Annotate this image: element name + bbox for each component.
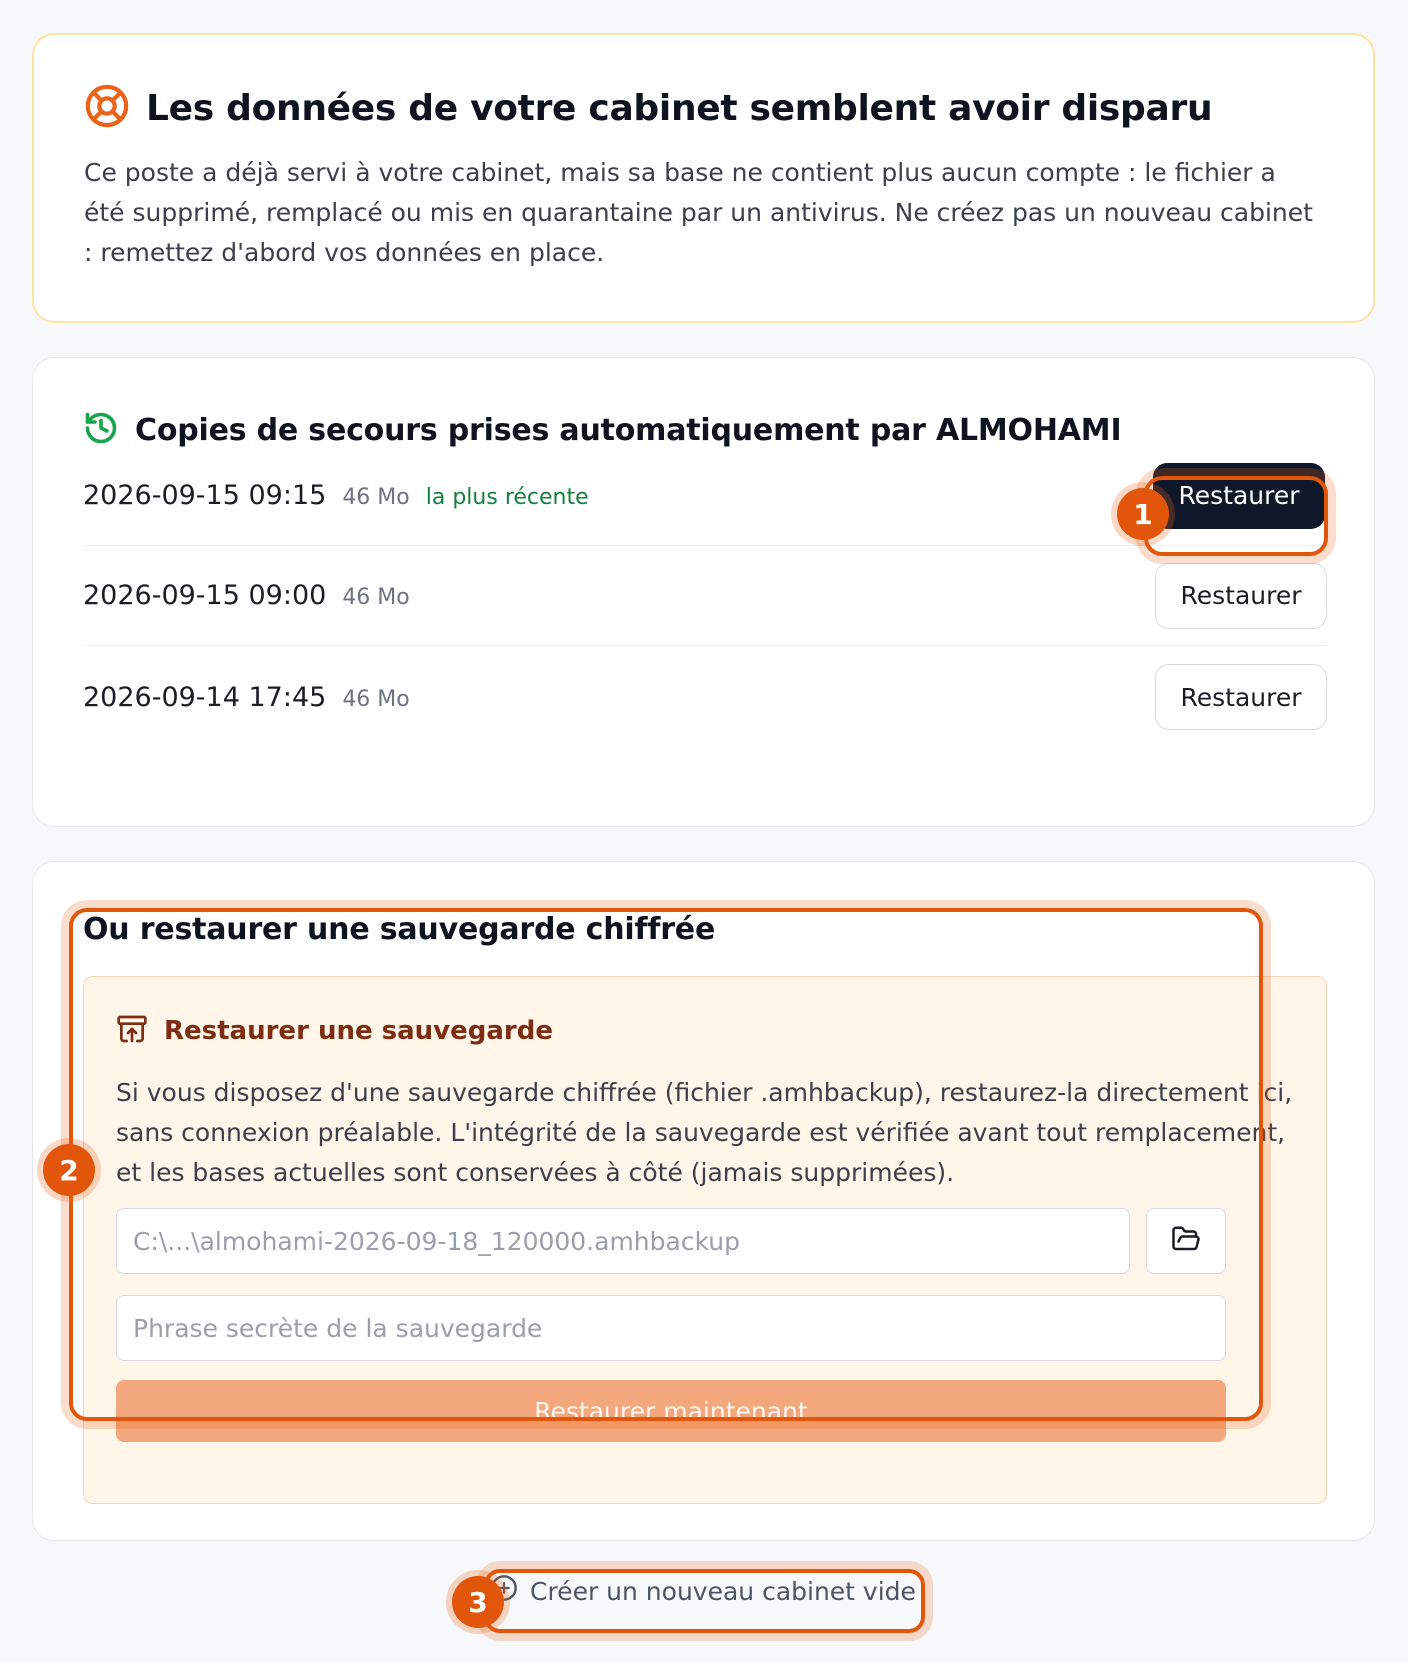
step-marker-3: 3	[452, 1576, 504, 1628]
step-marker-1: 1	[1117, 488, 1169, 540]
data-missing-card	[32, 33, 1375, 323]
backup-date: 2026-09-15 09:15	[83, 480, 327, 511]
lifebuoy-icon	[84, 83, 130, 133]
backup-row	[83, 546, 1327, 646]
auto-backups-title: Copies de secours prises automatiquement par ALMOHAMI	[135, 412, 1122, 448]
restore-panel-header	[116, 1013, 553, 1049]
create-empty-cabinet-link[interactable]	[490, 1574, 916, 1608]
passphrase-input[interactable]	[116, 1295, 1226, 1361]
step-marker-2: 2	[43, 1144, 95, 1196]
backup-file-input[interactable]	[116, 1208, 1130, 1274]
restore-panel-description: Si vous disposez d'une sauvegarde chiffrée (fichier .amhbackup), restaurez-la directement ici, sans connexion préalable. L'intégrité de la sauvegarde est vérifiée avant tout remplacement, et les bases actuelles sont conservées à côté (jamais supprimées).	[116, 1078, 1293, 1187]
backup-size: 46 Mo	[342, 585, 410, 610]
backup-size: 46 Mo	[342, 485, 410, 510]
auto-backups-header	[83, 410, 1121, 450]
encrypted-backup-card	[32, 861, 1375, 1541]
warning-message: Ce poste a déjà servi à votre cabinet, mais sa base ne contient plus aucun compte : le fichier a été supprimé, remplacé ou mis en quarantaine par un antivirus. Ne créez pas un nouveau cabinet : remettez d'abord vos données en place.	[84, 158, 1313, 267]
backup-info	[83, 480, 589, 511]
backup-date: 2026-09-14 17:45	[83, 681, 327, 713]
restore-button[interactable]: Restaurer	[1155, 563, 1327, 629]
restore-panel-title: Restaurer une sauvegarde	[164, 1016, 553, 1046]
backup-size: 46 Mo	[342, 686, 410, 712]
history-icon	[83, 410, 119, 450]
backup-info	[83, 682, 410, 713]
auto-backups-card	[32, 357, 1375, 827]
browse-file-button[interactable]	[1146, 1208, 1226, 1274]
archive-restore-icon	[116, 1013, 148, 1049]
latest-badge: la plus récente	[425, 485, 589, 510]
backup-file-placeholder: C:\...\almohami-2026-09-18_120000.amhbackup	[133, 1226, 741, 1256]
encrypted-backup-heading: Ou restaurer une sauvegarde chiffrée	[83, 912, 716, 947]
passphrase-placeholder: Phrase secrète de la sauvegarde	[133, 1313, 543, 1343]
warning-title: Les données de votre cabinet semblent avoir disparu	[146, 87, 1213, 129]
create-empty-cabinet-label: Créer un nouveau cabinet vide	[530, 1576, 916, 1606]
backup-info	[83, 580, 410, 611]
backup-row	[83, 647, 1327, 747]
restore-backup-panel	[83, 976, 1327, 1504]
restore-now-button[interactable]: Restaurer maintenant	[116, 1380, 1226, 1442]
warning-header	[84, 83, 1212, 133]
restore-button[interactable]: Restaurer	[1155, 664, 1327, 730]
backup-date: 2026-09-15 09:00	[83, 580, 327, 611]
restore-button-latest[interactable]: Restaurer	[1153, 463, 1325, 529]
folder-open-icon	[1171, 1224, 1201, 1258]
